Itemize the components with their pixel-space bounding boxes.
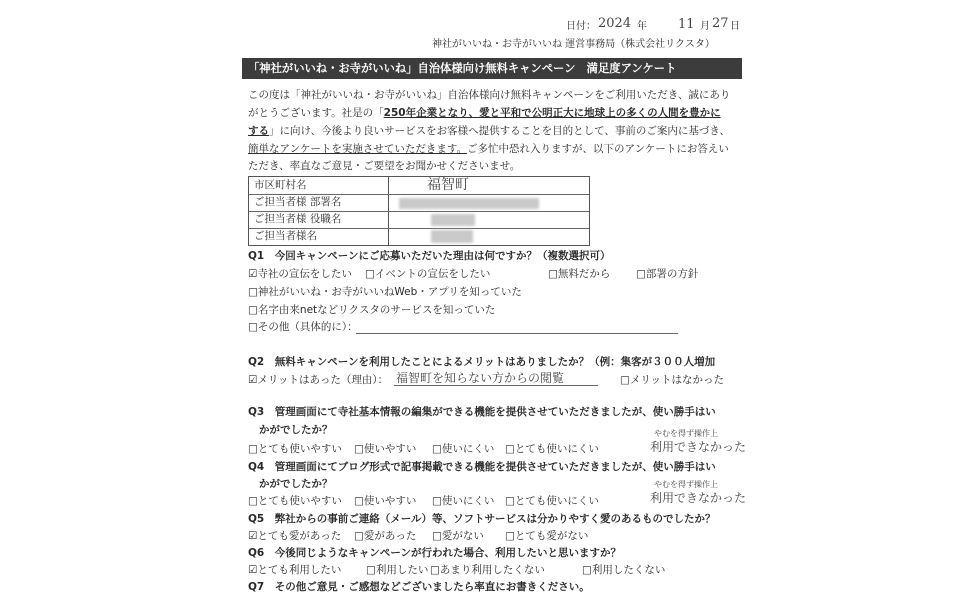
q6-option-3: □あまり利用したくない: [430, 564, 545, 576]
date-label: 日付：: [566, 21, 596, 32]
redacted-department: [399, 198, 539, 209]
q1-option-3: □無料だから: [548, 268, 611, 280]
q3-option-4: □とても使いにくい: [505, 443, 599, 455]
survey-title: 「神社がいいね・お寺がいいね」自治体様向け無料キャンペーン 満足度アンケート: [248, 62, 677, 75]
q5-title: Q5 弊社からの事前ご連絡（メール）等、ソフトサービスは分かりやすく愛のあるものでしたか？: [248, 513, 716, 525]
company-motto-end: する: [248, 125, 269, 137]
info-value-municipality: 福智町: [427, 177, 469, 193]
date-month-unit: 月: [700, 21, 710, 32]
q5-option-4: □とても愛がない: [505, 530, 589, 542]
q3-title-line-1: Q3 管理画面にて寺社基本情報の編集ができる機能を提供させていただきましたが、使い勝手はい: [248, 406, 716, 418]
q1-other-line: [356, 333, 678, 334]
q6-option-2: □利用したい: [366, 564, 429, 576]
info-label-name: ご担当者様名: [254, 230, 317, 242]
intro-line-4a: 簡単なアンケートを実施させていただきます。: [248, 143, 468, 155]
intro-line-4: [248, 143, 729, 156]
q1-option-other: □その他（具体的に）：: [248, 321, 358, 333]
intro-line-2a: がとうございます。社是の「: [248, 107, 384, 119]
q3-note-small: やむを得ず操作上: [654, 429, 718, 438]
q3-option-2: □使いやすい: [354, 443, 417, 455]
q4-option-3: □使いにくい: [432, 495, 495, 507]
q1-title: Q1 今回キャンペーンにご応募いただいた理由は何ですか？（複数選択可）: [248, 250, 611, 262]
q2-option-yes: ☑メリットはあった（理由）：: [248, 374, 389, 386]
q2-title: Q2 無料キャンペーンを利用したことによるメリットはありましたか？（例：集客が３００人増加: [248, 356, 716, 368]
q2-reason-line: [394, 385, 598, 386]
date-day: 27: [712, 16, 729, 31]
q4-option-2: □使いやすい: [354, 495, 417, 507]
redacted-name: [431, 230, 473, 243]
info-table: [248, 176, 590, 246]
issuer-name: 神社がいいね・お寺がいいね 運営事務局（株式会社リクスタ）: [432, 39, 715, 50]
q2-option-no: □メリットはなかった: [620, 374, 725, 386]
q3-option-1: □とても使いやすい: [248, 443, 342, 455]
q6-title: Q6 今後同じようなキャンペーンが行われた場合、利用したいと思いますか？: [248, 547, 622, 559]
q2-reason: 福智町を知らない方からの閲覧: [396, 371, 565, 385]
info-label-department: ご担当者様 部署名: [254, 196, 342, 208]
intro-line-2: [248, 107, 721, 120]
q4-title-line-2: かがでしたか？: [259, 478, 333, 490]
intro-line-5: ただき、率直なご意見・ご要望をお聞かせくださいませ。: [248, 160, 521, 172]
intro-line-1: この度は「神社がいいね・お寺がいいね」自治体様向け無料キャンペーンをご利用いただき、誠にあり: [248, 89, 731, 101]
q5-option-2: □愛があった: [354, 530, 417, 542]
intro-line-3: [248, 125, 730, 138]
date-year: 2024: [598, 16, 632, 31]
q4-note: 利用できなかった: [650, 491, 747, 505]
q4-title-line-1: Q4 管理画面にてブログ形式で記事掲載できる機能を提供させていただきましたが、使い勝手はい: [248, 461, 716, 473]
q1-option-5: □神社がいいね・お寺がいいねWeb・アプリを知っていた: [248, 286, 522, 298]
q3-note: 利用できなかった: [650, 440, 747, 454]
date-month: 11: [678, 17, 695, 32]
date-day-unit: 日: [730, 21, 740, 32]
q1-option-2: □イベントの宣伝をしたい: [365, 268, 491, 280]
q3-title-line-2: かがでしたか？: [259, 424, 333, 436]
q1-option-1: ☑寺社の宣伝をしたい: [248, 268, 352, 280]
q6-option-4: □利用したくない: [582, 564, 666, 576]
redacted-position: [431, 214, 475, 226]
q5-option-1: ☑とても愛があった: [248, 530, 342, 542]
title-bar: [242, 58, 742, 79]
q7-title: Q7 その他ご意見・ご感想などございましたら率直にお書きください。: [248, 581, 590, 593]
q1-option-6: □名字由来netなどリクスタのサービスを知っていた: [248, 304, 496, 316]
intro-line-4b: ご多忙中恐れ入りますが、以下のアンケートにお答えい: [467, 143, 729, 155]
info-label-position: ご担当者様 役職名: [254, 213, 342, 225]
q6-option-1: ☑とても利用したい: [248, 564, 342, 576]
company-motto: 250年企業となり、愛と平和で公明正大に地球上の多くの人間を豊かに: [383, 107, 721, 119]
q4-option-1: □とても使いやすい: [248, 495, 342, 507]
q5-option-3: □愛がない: [432, 530, 484, 542]
info-label-municipality: 市区町村名: [254, 179, 307, 191]
q4-option-4: □とても使いにくい: [505, 495, 599, 507]
q4-note-small: やむを得ず操作上: [654, 480, 718, 489]
q3-option-3: □使いにくい: [432, 443, 495, 455]
date-year-unit: 年: [637, 21, 647, 32]
q1-option-4: □部署の方針: [636, 268, 699, 280]
intro-line-3b: 」に向け、今後より良いサービスをお客様へ提供することを目的として、事前のご案内に基づき、: [269, 125, 730, 137]
